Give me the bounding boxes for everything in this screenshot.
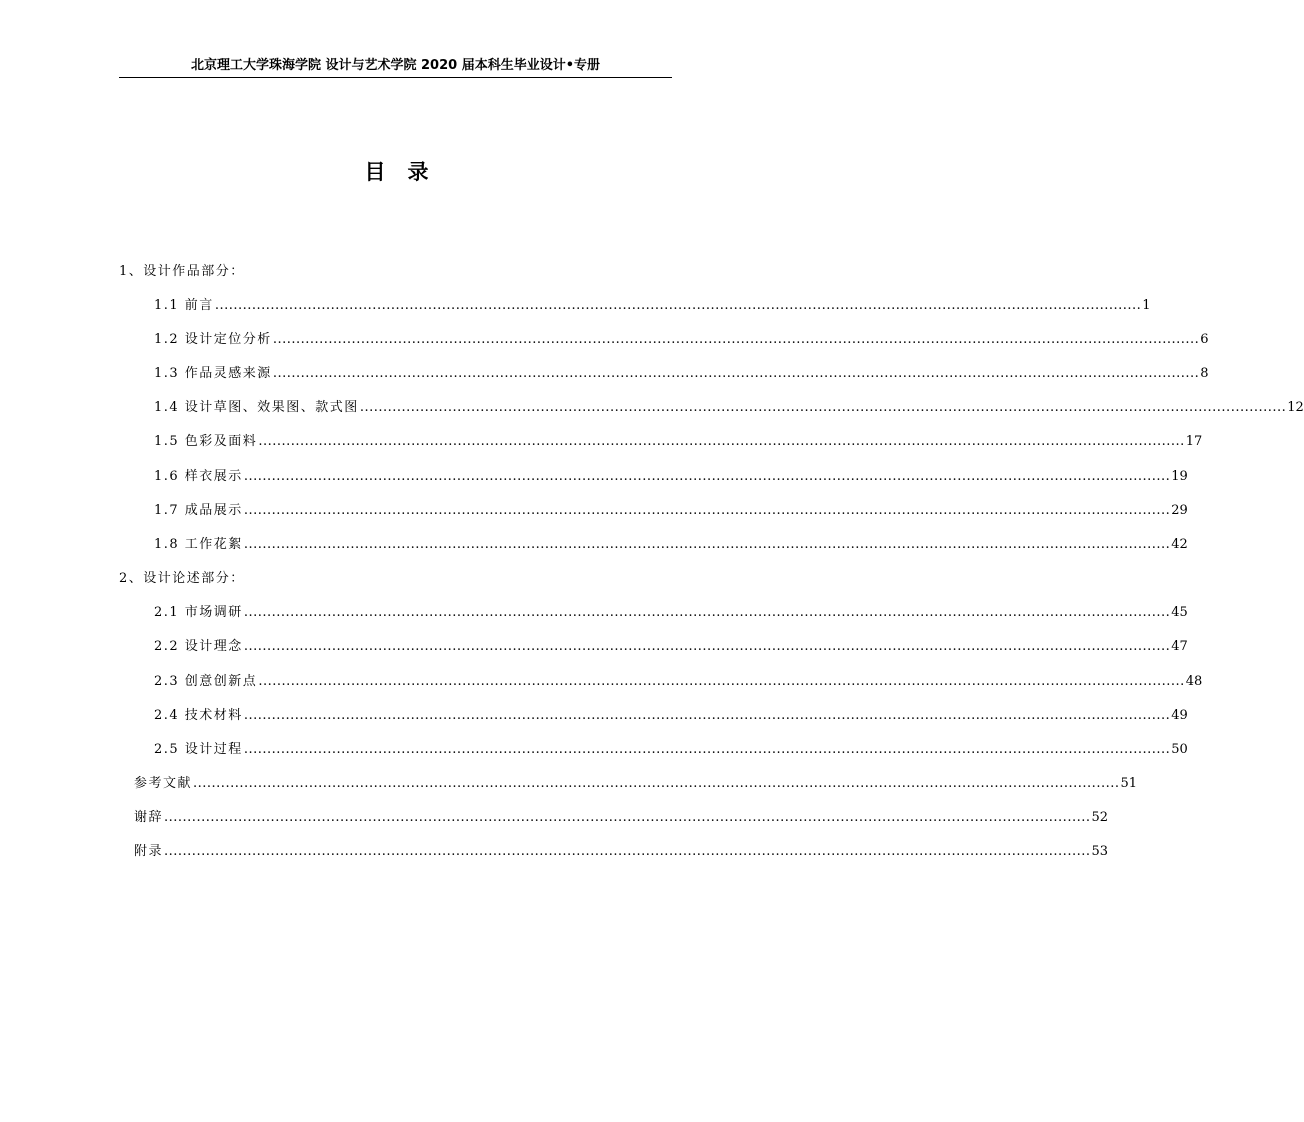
toc-entry-label: 2.3 创意创新点 [154, 674, 258, 689]
toc-page-number: 47 [1171, 639, 1188, 654]
toc-leader: ........................................................................................................................................................................................................ [164, 844, 1091, 859]
toc-leader: ........................................................................................................................................................................................................ [214, 298, 1142, 313]
toc-page-number: 29 [1171, 503, 1188, 518]
toc-entry[interactable] [154, 501, 1188, 521]
toc-leader: ........................................................................................................................................................................................................ [272, 332, 1200, 347]
toc-entry[interactable] [154, 603, 1188, 623]
toc-leader: ........................................................................................................................................................................................................ [243, 605, 1171, 620]
toc-entry-appendix[interactable] [134, 842, 1109, 862]
toc-entry[interactable] [154, 364, 1209, 384]
toc-page-number: 52 [1091, 810, 1109, 825]
toc-page-number: 19 [1171, 469, 1188, 484]
toc-section-heading [119, 569, 419, 589]
toc-leader: ........................................................................................................................................................................................................ [243, 469, 1171, 484]
toc-leader: ........................................................................................................................................................................................................ [243, 503, 1171, 518]
toc-section-label: 1、设计作品部分： [119, 264, 245, 279]
toc-page-number: 48 [1185, 674, 1203, 689]
toc-entry-label: 1.3 作品灵感来源 [154, 366, 272, 381]
toc-entry-label: 2.2 设计理念 [154, 639, 243, 654]
toc-leader: ........................................................................................................................................................................................................ [164, 810, 1091, 825]
toc-page-number: 53 [1091, 844, 1109, 859]
toc-entry[interactable] [154, 467, 1188, 487]
toc-leader: ........................................................................................................................................................................................................ [258, 674, 1185, 689]
toc-entry[interactable] [154, 432, 1203, 452]
toc-entry[interactable] [154, 296, 1151, 316]
toc-entry-label: 2.1 市场调研 [154, 605, 243, 620]
toc-entry-label: 1.2 设计定位分析 [154, 332, 272, 347]
toc-entry-label: 1.7 成品展示 [154, 503, 243, 518]
toc-entry[interactable] [154, 740, 1188, 760]
toc-entry-label: 1.4 设计草图、效果图、款式图 [154, 400, 359, 415]
toc-page-number: 6 [1200, 332, 1209, 347]
toc-title: 目录 [364, 160, 451, 184]
toc-page-number: 51 [1120, 776, 1138, 791]
toc-entry-references[interactable] [134, 774, 1138, 794]
toc-entry-label: 1.8 工作花絮 [154, 537, 243, 552]
toc-entry[interactable] [154, 706, 1188, 726]
toc-page-number: 45 [1171, 605, 1188, 620]
toc-entry-label: 1.6 样衣展示 [154, 469, 243, 484]
toc-entry-label: 1.1 前言 [154, 298, 214, 313]
toc-entry-label: 参考文献 [134, 776, 193, 791]
toc-section-heading [119, 262, 419, 282]
toc-leader: ........................................................................................................................................................................................................ [258, 434, 1185, 449]
toc-entry[interactable] [154, 535, 1188, 555]
toc-leader: ........................................................................................................................................................................................................ [243, 708, 1171, 723]
toc-page-number: 8 [1200, 366, 1209, 381]
toc-page-number: 50 [1171, 742, 1188, 757]
header-rule [119, 77, 672, 78]
toc-page-number: 12 [1287, 400, 1304, 415]
toc-entry-label: 2.5 设计过程 [154, 742, 243, 757]
toc-leader: ........................................................................................................................................................................................................ [193, 776, 1120, 791]
toc-page-number: 17 [1185, 434, 1203, 449]
toc-entry[interactable] [154, 330, 1209, 350]
toc-page-number: 42 [1171, 537, 1188, 552]
toc-page-number: 1 [1142, 298, 1151, 313]
toc-entry[interactable] [154, 672, 1203, 692]
toc-entry[interactable] [154, 637, 1188, 657]
toc-leader: ........................................................................................................................................................................................................ [359, 400, 1287, 415]
toc-leader: ........................................................................................................................................................................................................ [243, 537, 1171, 552]
toc-leader: ........................................................................................................................................................................................................ [243, 639, 1171, 654]
toc-entry-label: 1.5 色彩及面料 [154, 434, 258, 449]
toc-leader: ........................................................................................................................................................................................................ [243, 742, 1171, 757]
toc-entry[interactable] [154, 398, 1304, 418]
toc-section-label: 2、设计论述部分： [119, 571, 245, 586]
toc-leader: ........................................................................................................................................................................................................ [272, 366, 1200, 381]
toc-entry-label: 2.4 技术材料 [154, 708, 243, 723]
toc-entry-acknowledgements[interactable] [134, 808, 1109, 828]
toc-entry-label: 谢辞 [134, 810, 164, 825]
page-header: 北京理工大学珠海学院 设计与艺术学院 2020 届本科生毕业设计•专册 [190, 58, 601, 73]
toc-entry-label: 附录 [134, 844, 164, 859]
toc-page-number: 49 [1171, 708, 1188, 723]
